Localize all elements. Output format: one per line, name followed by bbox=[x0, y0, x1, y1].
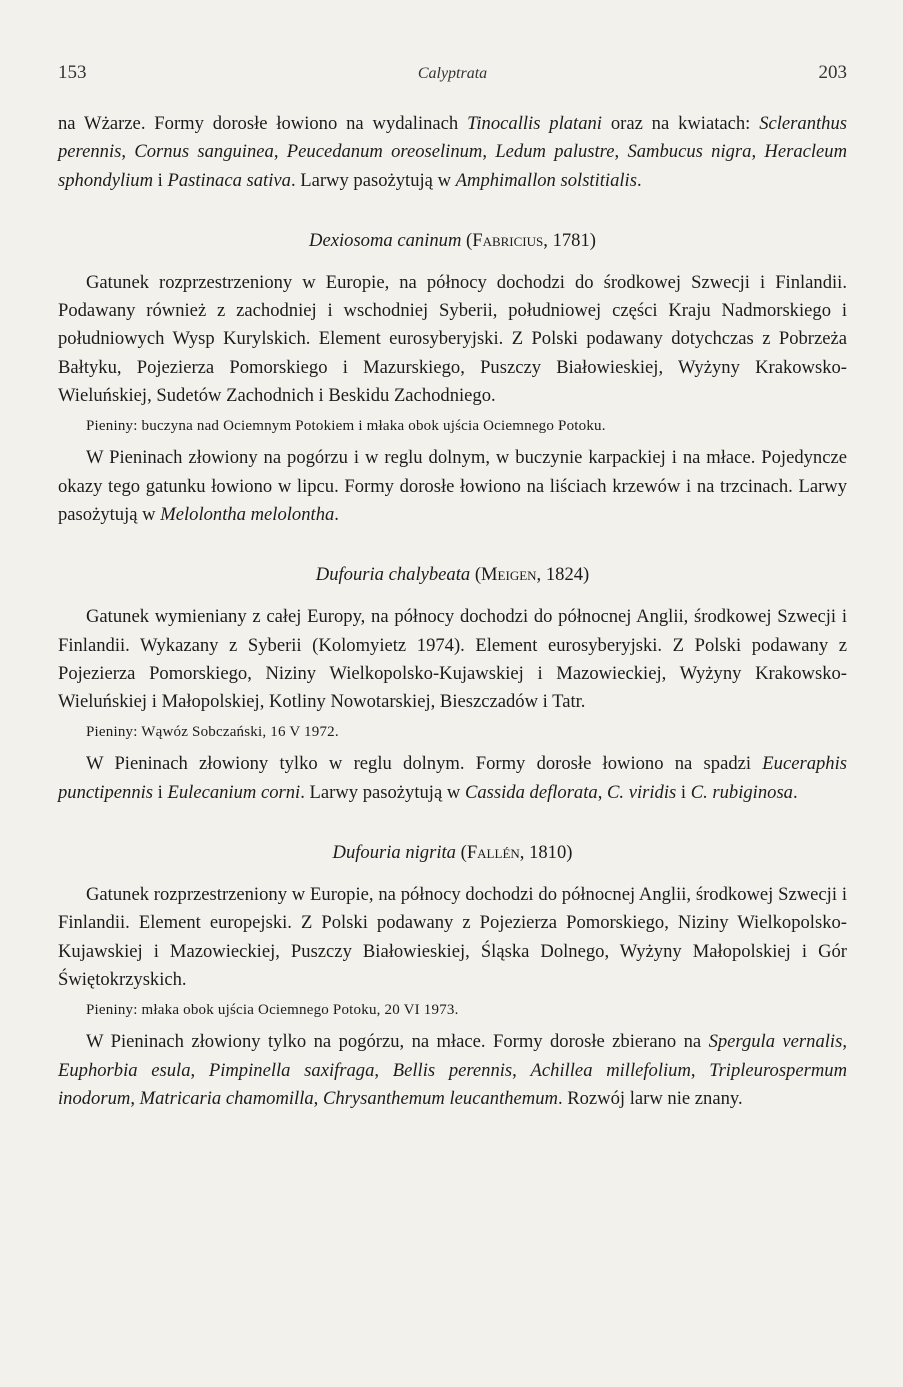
locality-record: Pieniny: młaka obok ujścia Ociemnego Potoku, 20 VI 1973. bbox=[86, 1002, 459, 1019]
notes-paragraph: W Pieninach złowiony tylko na pogórzu, na młace. Formy dorosłe zbierano na Spergula vernalis, Euphorbia esula, Pimpinella saxifraga, Bellis perennis, Achillea millefolium, Tripleurospermum inodorum, Matricaria chamomilla, Chrysanthemum leucanthemum. Rozwój larw nie znany. bbox=[58, 1031, 847, 1109]
species-heading-dexiosoma: Dexiosoma caninum (Fabricius, 1781) bbox=[309, 229, 596, 251]
notes-paragraph: W Pieninach złowiony tylko w reglu dolnym. Formy dorosłe łowiono na spadzi Euceraphis punctipennis i Eulecanium corni. Larwy pasożytują w Cassida deflorata, C. viridis i C. rubiginosa. bbox=[58, 753, 847, 803]
locality-record: Pieniny: buczyna nad Ociemnym Potokiem i młaka obok ujścia Ociemnego Potoku. bbox=[86, 418, 606, 435]
continued-paragraph: na Wżarze. Formy dorosłe łowiono na wydalinach Tinocallis platani oraz na kwiatach: Scleranthus perennis, Cornus sanguinea, Peucedanum oreoselinum, Ledum palustre, Sambucus nigra, Heracleum sphondylium i Pastinaca sativa. Larwy pasożytują w Amphimallon solstitialis. bbox=[58, 113, 848, 191]
distribution-paragraph: Gatunek rozprzestrzeniony w Europie, na północy dochodzi do północnej Anglii, środkowej Szwecji i Finlandii. Element europejski. Z Polski podawany z Pojezierza Pomorskiego, Niziny Wielkopolsko-Kujawskiej i Mazowieckiej, Puszczy Białowieskiej, Śląska Dolnego, Wyżyny Małopolskiej i Gór Świętokrzyskich. bbox=[58, 884, 847, 990]
locality-record: Pieniny: Wąwóz Sobczański, 16 V 1972. bbox=[86, 724, 339, 741]
distribution-paragraph: Gatunek wymieniany z całej Europy, na północy dochodzi do północnej Anglii, środkowej Szwecji i Finlandii. Wykazany z Syberii (Kolomyietz 1974). Element eurosyberyjski. Z Polski podawany z Pojezierza Pomorskiego, Niziny Wielkopolsko-Kujawskiej i Mazowieckiej, Wyżyny Krakowsko-Wieluńskiej i Małopolskiej, Kotliny Nowotarskiej, Bieszczadów i Tatr. bbox=[58, 606, 847, 713]
left-page-number: 153 bbox=[58, 62, 87, 83]
notes-paragraph: W Pieninach złowiony na pogórzu i w reglu dolnym, w buczynie karpackiej i na młace. Pojedyncze okazy tego gatunku łowiono w lipcu. Formy dorosłe łowiono na liściach krzewów i na trzcinach. Larwy pasożytują w Melolontha melolontha. bbox=[58, 447, 847, 525]
species-heading-dufouria-nigrita: Dufouria nigrita (Fallén, 1810) bbox=[332, 842, 573, 864]
right-page-number: 203 bbox=[818, 62, 847, 83]
running-title: Calyptrata bbox=[417, 65, 488, 82]
running-head bbox=[58, 62, 847, 84]
distribution-paragraph: Gatunek rozprzestrzeniony w Europie, na północy dochodzi do środkowej Szwecji i Finlandii. Podawany również z zachodniej i wschodniej Syberii, południowej części Kraju Nadmorskiego i południowych Wysp Kurylskich. Element eurosyberyjski. Z Polski podawany dotychczas z Pobrzeża Bałtyku, Pojezierza Pomorskiego i Mazurskiego, Puszczy Białowieskiej, Wyżyny Krakowsko-Wieluńskiej, Sudetów Zachodnich i Beskidu Zachodniego. bbox=[58, 271, 847, 407]
species-heading-dufouria-chalybeata: Dufouria chalybeata (Meigen, 1824) bbox=[315, 564, 590, 586]
